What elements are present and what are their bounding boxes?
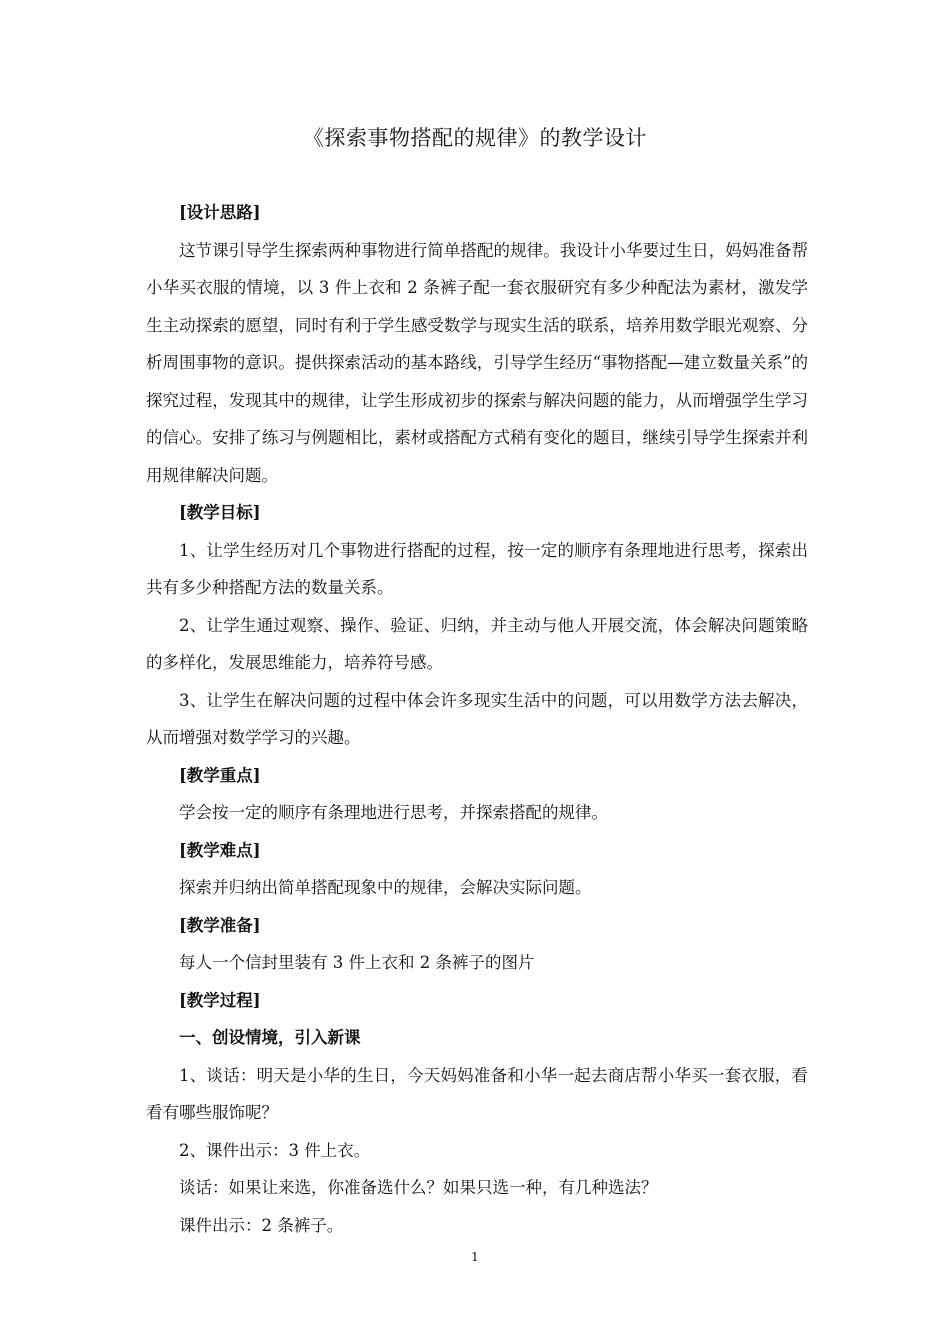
process-paragraph-3: 谈话：如果让来选，你准备选什么？如果只选一种，有几种选法？ [179, 1178, 658, 1197]
paragraph-difficulty: 探索并归纳出简单搭配现象中的规律，会解决实际问题。 [179, 878, 592, 897]
document-title: 《探索事物搭配的规律》的教学设计 [303, 126, 647, 150]
page-number: 1 [471, 1250, 479, 1264]
heading-preparation: [教学准备] [179, 915, 261, 935]
document-body [146, 194, 808, 1244]
goal-item-2: 2、让学生通过观察、操作、验证、归纳，并主动与他人开展交流，体会解决问题策略的多样化，发展思维能力，培养符号感。 [146, 615, 808, 672]
process-paragraph-4: 课件出示：2 条裤子。 [179, 1215, 344, 1235]
heading-difficulty: [教学难点] [179, 840, 261, 860]
goal-item-1: 1、让学生经历对几个事物进行搭配的过程，按一定的顺序有条理地进行思考，探索出共有多少种搭配方法的数量关系。 [146, 540, 808, 597]
heading-process: [教学过程] [179, 990, 261, 1010]
process-paragraph-1: 1、谈话：明天是小华的生日，今天妈妈准备和小华一起去商店帮小华买一套衣服，看看有哪些服饰呢？ [146, 1065, 808, 1122]
process-paragraph-2: 2、课件出示：3 件上衣。 [179, 1140, 371, 1160]
goal-item-3: 3、让学生在解决问题的过程中体会许多现实生活中的问题，可以用数学方法去解决，从而增强对数学学习的兴趣。 [146, 690, 808, 747]
paragraph-key-point: 学会按一定的顺序有条理地进行思考，并探索搭配的规律。 [179, 803, 608, 822]
heading-goals: [教学目标] [179, 503, 261, 522]
subheading-process-1: 一、创设情境，引入新课 [179, 1028, 361, 1047]
paragraph-preparation: 每人一个信封里装有 3 件上衣和 2 条裤子的图片 [179, 953, 535, 972]
heading-design-idea: [设计思路] [179, 203, 261, 222]
paragraph-design-idea: 这节课引导学生探索两种事物进行简单搭配的规律。我设计小华要过生日，妈妈准备帮小华买衣服的情境，以 3 件上衣和 2 条裤子配一套衣服研究有多少种配法为素材，激发学生主动探索的愿望，同时有利于学生感受数学与现实生活的联系，培养用数学眼光观察、分析周围事物的意识。提供探索活动的基本路线，引导学生经历“事物搭配—建立数量关系”的探究过程，发现其中的规律，让学生形成初步的探索与解决问题的能力，从而增强学生学习的信心。安排了练习与例题相比，素材或搭配方式稍有变化的题目，继续引导学生探索并利用规律解决问题。 [146, 240, 808, 485]
heading-key-point: [教学重点] [179, 765, 261, 785]
